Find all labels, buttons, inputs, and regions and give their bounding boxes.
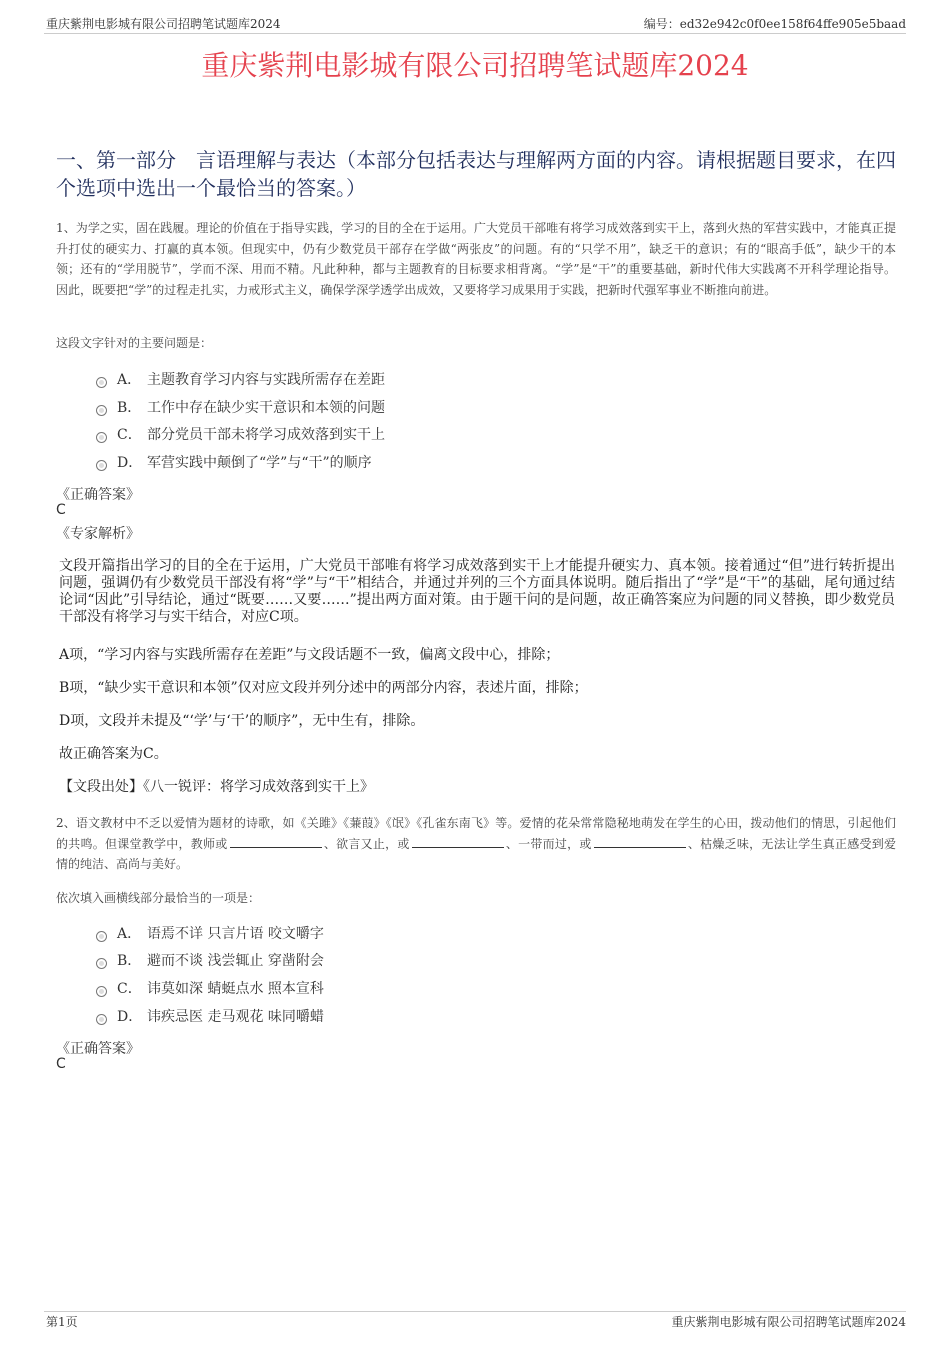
question-1-analysis-a: A项，“学习内容与实践所需存在差距”与文段话题不一致，偏离文段中心，排除； (59, 647, 560, 663)
question-2-passage (56, 813, 896, 875)
option-text: 工作中存在缺少实干意识和本领的问题 (147, 400, 385, 416)
passage-part: 、一带而过，或 (505, 836, 592, 851)
option-letter: C． (117, 427, 142, 443)
header-code-value: ed32e942c0f0ee158f64ffe905e5baad (679, 17, 906, 31)
question-2-option-d[interactable] (96, 1006, 324, 1026)
footer-doc-title: 重庆紫荆电影城有限公司招聘笔试题库2024 (671, 1315, 906, 1329)
passage-part: 、枯燥乏味，无法让学生真正感受到爱情的纯洁、高尚与美好。 (56, 836, 896, 871)
question-1-source: 【文段出处】《八一锐评：将学习成效落到实干上》 (59, 779, 374, 795)
question-1-analysis-d: D项，文段并未提及“‘学’与‘干’的顺序”，无中生有，排除。 (59, 713, 425, 729)
question-1-analysis-body: 文段开篇指出学习的目的全在于运用，广大党员干部唯有将学习成效落到实干上才能提升硬实力、真本领。接着通过“但”进行转折提出问题，强调仍有少数党员干部没有将“学”与“干”相结合，并通过并列的三个方面具体说明。随后指出了“学”是“干”的基础，尾句通过结论词“因此”引导结论，通过“既要……又要……”提出两方面对策。由于题干问的是问题，故正确答案应为问题的同义替换，即少数党员干部没有将学习与实干结合，对应C项。 (59, 558, 895, 625)
footer-page-number: 第1页 (46, 1315, 78, 1329)
radio-icon[interactable] (96, 931, 107, 942)
radio-icon[interactable] (96, 405, 107, 416)
question-1-analysis-label: 《专家解析》 (56, 526, 140, 542)
option-letter: C． (117, 981, 142, 997)
option-letter: D． (117, 455, 143, 471)
radio-icon[interactable] (96, 1014, 107, 1025)
option-letter: D． (117, 1009, 143, 1025)
radio-icon[interactable] (96, 460, 107, 471)
question-1-option-b[interactable] (96, 397, 385, 417)
header-doc-code (644, 15, 906, 32)
header-rule (44, 33, 906, 34)
question-2-stem: 依次填入画横线部分最恰当的一项是： (56, 891, 261, 905)
question-2-option-c[interactable] (96, 978, 324, 998)
option-text: 避而不谈 浅尝辄止 穿凿附会 (147, 953, 324, 969)
radio-icon[interactable] (96, 432, 107, 443)
option-text: 军营实践中颠倒了“学”与“干”的顺序 (147, 455, 372, 471)
question-1-option-a[interactable] (96, 369, 385, 389)
question-1-analysis-b: B项，“缺少实干意识和本领”仅对应文段并列分述中的两部分内容，表述片面，排除； (59, 680, 588, 696)
fill-blank-1 (230, 837, 322, 848)
radio-icon[interactable] (96, 958, 107, 969)
question-1-stem: 这段文字针对的主要问题是： (56, 336, 213, 350)
option-letter: B． (117, 400, 142, 416)
option-text: 部分党员干部未将学习成效落到实干上 (147, 427, 385, 443)
option-letter: A． (117, 372, 142, 388)
question-2-option-a[interactable] (96, 923, 324, 943)
question-2-option-b[interactable] (96, 950, 324, 970)
option-text: 语焉不详 只言片语 咬文嚼字 (147, 926, 324, 942)
option-letter: A． (117, 926, 142, 942)
option-text: 讳疾忌医 走马观花 味同嚼蜡 (147, 1009, 324, 1025)
passage-part: 、欲言又止，或 (323, 836, 410, 851)
footer-rule (44, 1311, 906, 1312)
page-title: 重庆紫荆电影城有限公司招聘笔试题库2024 (201, 49, 749, 82)
option-text: 主题教育学习内容与实践所需存在差距 (147, 372, 385, 388)
question-1-answer: C (56, 502, 66, 518)
fill-blank-3 (594, 837, 686, 848)
question-2-answer-label: 《正确答案》 (56, 1041, 140, 1057)
question-1-passage: 1、为学之实，固在践履。理论的价值在于指导实践，学习的目的全在于运用。广大党员干部唯有将学习成效落到实干上，落到火热的军营实践中，才能真正提升打仗的硬实力、打赢的真本领。但现实中，仍有少数党员干部存在学做“两张皮”的问题。有的“只学不用”，缺乏干的意识；有的“眼高手低”，缺少干的本领；还有的“学用脱节”，学而不深、用而不精。凡此种种，都与主题教育的目标要求相背离。“学”是“干”的重要基础，新时代伟大实践离不开科学理论指导。因此，既要把“学”的过程走扎实，力戒形式主义，确保学深学透学出成效，又要将学习成果用于实践，把新时代强军事业不断推向前进。 (56, 221, 896, 297)
section-heading: 一、第一部分 言语理解与表达（本部分包括表达与理解两方面的内容。请根据题目要求，在四个选项中选出一个最恰当的答案。） (56, 148, 896, 200)
option-letter: B． (117, 953, 142, 969)
option-text: 讳莫如深 蜻蜓点水 照本宣科 (147, 981, 324, 997)
fill-blank-2 (412, 837, 504, 848)
header-code-label: 编号： (643, 17, 680, 31)
passage-part: 2、语文教材中不乏以爱情为题材的诗歌，如《关雎》《蒹葭》《氓》《孔雀东南飞》等。爱情的花朵常常隐秘地萌发在学生的心田，拨动他们的情思，引起他们的共鸣。但课堂教学中，教师或 (56, 816, 896, 851)
question-1-option-d[interactable] (96, 452, 372, 472)
question-1-analysis-conclusion: 故正确答案为C。 (59, 746, 168, 762)
radio-icon[interactable] (96, 986, 107, 997)
header-doc-title: 重庆紫荆电影城有限公司招聘笔试题库2024 (46, 17, 281, 31)
radio-icon[interactable] (96, 377, 107, 388)
question-1-answer-label: 《正确答案》 (56, 487, 140, 503)
question-1-option-c[interactable] (96, 424, 385, 444)
question-2-answer: C (56, 1056, 66, 1072)
